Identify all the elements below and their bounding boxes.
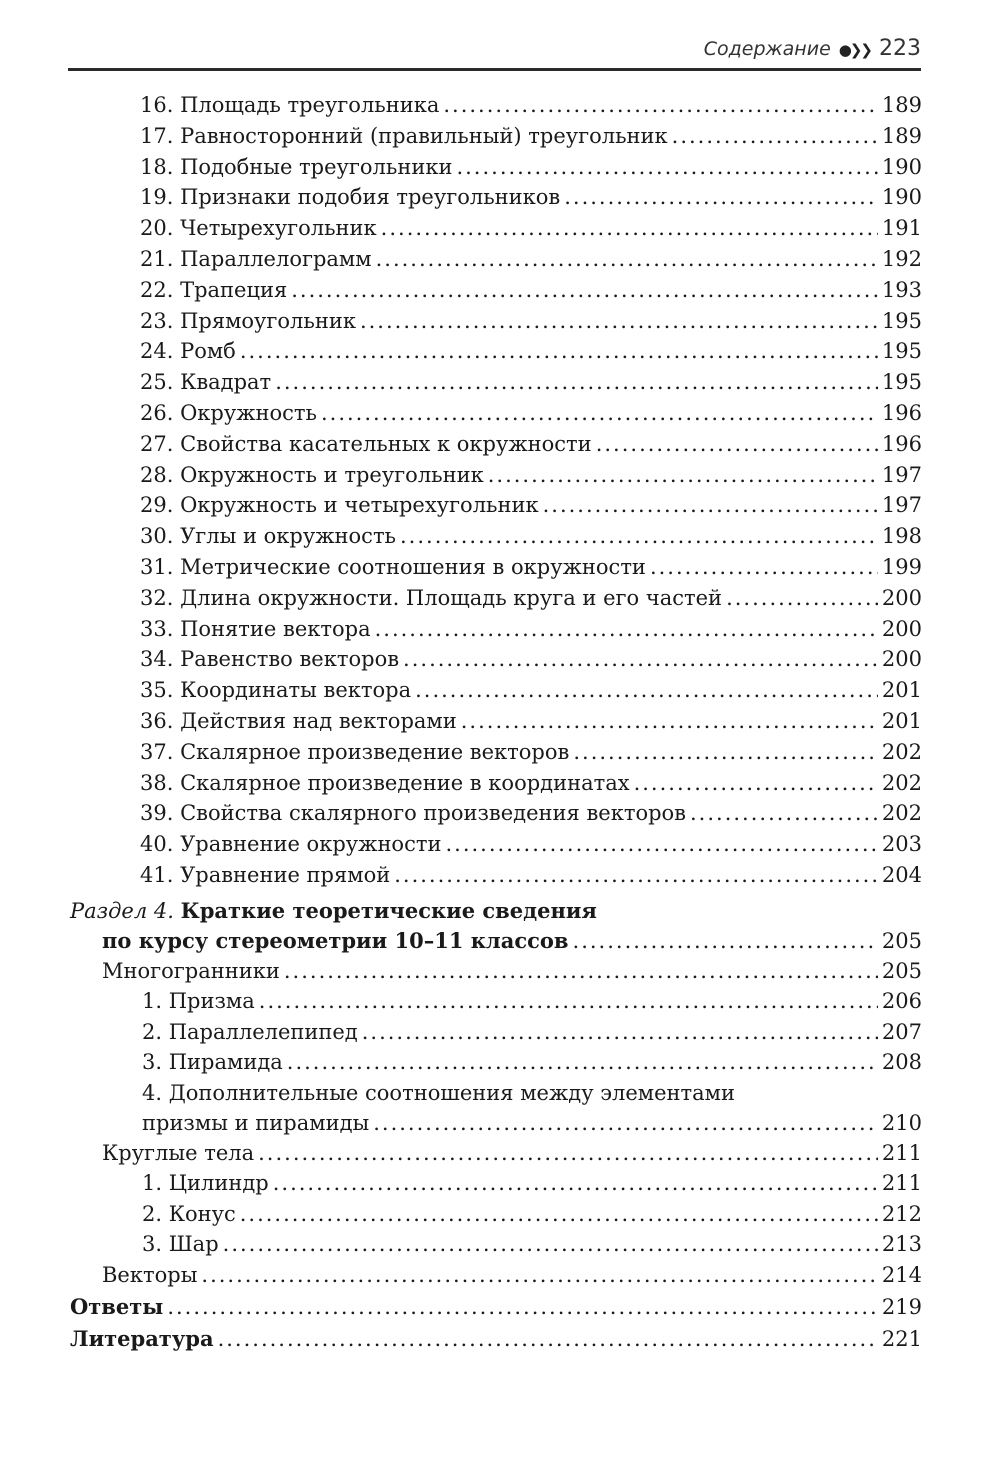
toc-entry[interactable] <box>140 706 922 736</box>
entry-title: Многогранники <box>102 959 280 983</box>
leader-dots <box>381 213 878 243</box>
toc-entry[interactable] <box>140 860 922 890</box>
toc-entry[interactable] <box>140 552 922 582</box>
entry-title: 28. Окружность и треугольник <box>140 462 484 487</box>
leader-dots <box>634 768 878 798</box>
leader-dots <box>240 1199 878 1229</box>
entry-title: 35. Координаты вектора <box>140 678 412 703</box>
toc-entry[interactable] <box>140 336 922 366</box>
toc-entry[interactable] <box>140 460 922 490</box>
entry-title: 30. Углы и окружность <box>140 524 396 549</box>
page-number: 189 <box>881 93 922 117</box>
toc-entry-polyhedra-item[interactable] <box>142 1047 922 1077</box>
entry-title: 29. Окружность и четырехугольник <box>140 493 539 518</box>
toc-entry[interactable] <box>140 275 922 305</box>
leader-dots <box>415 675 878 705</box>
toc-entry[interactable] <box>140 829 922 859</box>
toc-entry[interactable] <box>140 521 922 551</box>
leader-dots <box>275 367 878 397</box>
toc-entry-polyhedra-item[interactable] <box>142 986 922 1016</box>
page-number: 201 <box>881 678 922 703</box>
polyhedra-item4-line1: 4. Дополнительные соотношения между элементами <box>142 1081 736 1105</box>
toc-entry-round-bodies-item[interactable] <box>142 1199 922 1229</box>
toc-entry-literature[interactable] <box>70 1324 922 1354</box>
toc-entry-polyhedra-item4[interactable] <box>142 1108 922 1138</box>
toc-entry[interactable] <box>140 367 922 397</box>
toc-entry[interactable] <box>140 152 922 182</box>
leader-dots <box>258 1138 878 1168</box>
leader-dots <box>240 336 878 366</box>
entry-title: 19. Признаки подобия треугольников <box>140 185 561 210</box>
leader-dots <box>375 614 878 644</box>
entry-title: 1. Цилиндр <box>142 1171 269 1195</box>
entry-title: Круглые тела <box>102 1141 255 1165</box>
page-number: 198 <box>881 524 922 549</box>
page-number: 221 <box>881 1327 922 1351</box>
leader-dots <box>223 1229 878 1259</box>
toc-entry[interactable] <box>140 644 922 674</box>
section4-prefix: Раздел 4. <box>70 899 174 923</box>
page-number: 190 <box>881 154 922 179</box>
page-number: 191 <box>881 216 922 241</box>
page-number: 197 <box>881 493 922 518</box>
toc-entry[interactable] <box>140 737 922 767</box>
leader-dots <box>376 244 878 274</box>
entry-title: 38. Скалярное произведение в координатах <box>140 770 630 795</box>
leader-dots <box>291 275 878 305</box>
section4-heading-line1 <box>70 896 597 926</box>
page-number: 201 <box>881 709 922 733</box>
page-number: 205 <box>881 929 922 953</box>
entry-title: 40. Уравнение окружности <box>140 832 442 857</box>
leader-dots <box>167 1292 878 1322</box>
toc-entry[interactable] <box>140 306 922 336</box>
page-number: 196 <box>881 401 922 425</box>
toc-entry-vectors[interactable] <box>102 1260 922 1290</box>
toc-entry[interactable] <box>140 490 922 520</box>
page-number: 190 <box>881 185 922 210</box>
entry-title: 37. Скалярное произведение векторов <box>140 739 570 764</box>
leader-dots <box>403 644 878 674</box>
page-number: 199 <box>881 555 922 579</box>
entry-title: призмы и пирамиды <box>142 1111 370 1135</box>
entry-title: 22. Трапеция <box>140 277 288 302</box>
page-number: 207 <box>881 1019 922 1044</box>
toc-entry-round-bodies[interactable] <box>102 1138 922 1168</box>
leader-dots <box>360 306 878 336</box>
leader-dots <box>400 521 878 551</box>
leader-dots <box>461 706 878 736</box>
page-number: 202 <box>881 770 922 795</box>
leader-dots <box>443 90 878 120</box>
page-number: 193 <box>881 277 922 302</box>
page-number: 210 <box>881 1111 922 1135</box>
toc-entry[interactable] <box>140 768 922 798</box>
page-number: 212 <box>881 1201 922 1226</box>
entry-title: 39. Свойства скалярного произведения векторов <box>140 801 686 826</box>
page-number: 200 <box>881 616 922 641</box>
leader-dots <box>445 829 877 859</box>
leader-dots <box>201 1260 878 1290</box>
toc-entry[interactable] <box>140 798 922 828</box>
toc-entry[interactable] <box>140 121 922 151</box>
entry-title: 17. Равносторонний (правильный) треугольник <box>140 123 668 148</box>
header-right <box>704 36 921 61</box>
leader-dots <box>573 737 878 767</box>
leader-dots <box>573 926 878 956</box>
entry-title: 26. Окружность <box>140 401 317 425</box>
entry-title: Векторы <box>102 1263 198 1287</box>
page-number: 200 <box>881 647 922 672</box>
leader-dots <box>362 1017 878 1047</box>
section4-heading-line2[interactable] <box>102 926 922 956</box>
page-number: 192 <box>881 247 922 271</box>
toc-entry-round-bodies-item[interactable] <box>142 1168 922 1198</box>
leader-dots <box>373 1108 878 1138</box>
entry-title: Ответы <box>70 1294 164 1319</box>
page-number: 202 <box>881 801 922 826</box>
toc-entry[interactable] <box>140 244 922 274</box>
leader-dots <box>726 583 878 613</box>
entry-title: 25. Квадрат <box>140 370 272 395</box>
leader-dots <box>394 860 878 890</box>
page-number: 205 <box>881 959 922 983</box>
section4-title-line1: Краткие теоретические сведения <box>180 898 597 923</box>
page-number: 200 <box>881 585 922 610</box>
page-number: 195 <box>881 370 922 395</box>
header-title: Содержание <box>703 38 831 60</box>
toc-entry-round-bodies-item[interactable] <box>142 1229 922 1259</box>
page-number: 211 <box>881 1141 922 1165</box>
toc-entry[interactable] <box>140 213 922 243</box>
header-ornament-icon: ●❯❯ <box>838 41 871 59</box>
page-number: 203 <box>881 832 922 857</box>
section4-title-line2: по курсу стереометрии 10–11 классов <box>102 928 569 953</box>
page-number: 195 <box>881 339 922 364</box>
entry-title: 31. Метрические соотношения в окружности <box>140 555 646 579</box>
page-number: 214 <box>881 1263 922 1287</box>
entry-title: 2. Конус <box>142 1201 236 1226</box>
leader-dots <box>488 460 878 490</box>
entry-title: 27. Свойства касательных к окружности <box>140 431 592 456</box>
page-number: 213 <box>881 1232 922 1256</box>
leader-dots <box>321 398 878 428</box>
entry-title: 3. Шар <box>142 1232 219 1256</box>
entry-title: Литература <box>70 1326 214 1351</box>
toc-entry[interactable] <box>140 398 922 428</box>
leader-dots <box>273 1168 878 1198</box>
leader-dots <box>690 798 878 828</box>
page-number: 202 <box>881 739 922 764</box>
toc-entry-answers[interactable] <box>70 1292 922 1322</box>
page-number: 219 <box>881 1295 922 1319</box>
leader-dots <box>543 490 878 520</box>
entry-title: 1. Призма <box>142 989 255 1013</box>
toc-entry[interactable] <box>140 90 922 120</box>
entry-title: 21. Параллелограмм <box>140 247 372 271</box>
toc-entry[interactable] <box>140 182 922 212</box>
entry-title: 34. Равенство векторов <box>140 647 400 672</box>
entry-title: 33. Понятие вектора <box>140 616 371 641</box>
leader-dots <box>284 956 878 986</box>
running-header <box>68 30 921 71</box>
leader-dots <box>259 986 878 1016</box>
leader-dots <box>650 552 878 582</box>
page-number: 206 <box>881 989 922 1013</box>
leader-dots <box>456 152 877 182</box>
page-number: 195 <box>881 308 922 333</box>
toc-entry[interactable] <box>140 583 922 613</box>
page-number: 204 <box>881 863 922 887</box>
entry-title: 41. Уравнение прямой <box>140 863 391 887</box>
leader-dots <box>672 121 878 151</box>
entry-title: 32. Длина окружности. Площадь круга и его частей <box>140 585 723 610</box>
page-number: 197 <box>881 462 922 487</box>
entry-title: 2. Параллелепипед <box>142 1019 358 1044</box>
leader-dots <box>287 1047 878 1077</box>
page-number: 211 <box>881 1171 922 1195</box>
page-number: 208 <box>881 1050 922 1074</box>
entry-title: 18. Подобные треугольники <box>140 154 453 179</box>
toc-entry[interactable] <box>140 675 922 705</box>
page-number: 196 <box>881 431 922 456</box>
entry-title: 3. Пирамида <box>142 1050 283 1074</box>
entry-title: 36. Действия над векторами <box>140 709 457 733</box>
leader-dots <box>596 429 878 459</box>
header-page-number: 223 <box>879 36 921 61</box>
entry-title: 20. Четырехугольник <box>140 216 377 241</box>
entry-title: 16. Площадь треугольника <box>140 93 440 117</box>
page-number: 189 <box>881 123 922 148</box>
entry-title: 24. Ромб <box>140 339 236 364</box>
leader-dots <box>564 182 878 212</box>
leader-dots <box>218 1324 878 1354</box>
toc-entry-polyhedra[interactable] <box>102 956 922 986</box>
toc-entry[interactable] <box>140 614 922 644</box>
entry-title: 23. Прямоугольник <box>140 308 356 333</box>
toc-entry[interactable] <box>140 429 922 459</box>
toc-entry-polyhedra-item[interactable] <box>142 1017 922 1047</box>
